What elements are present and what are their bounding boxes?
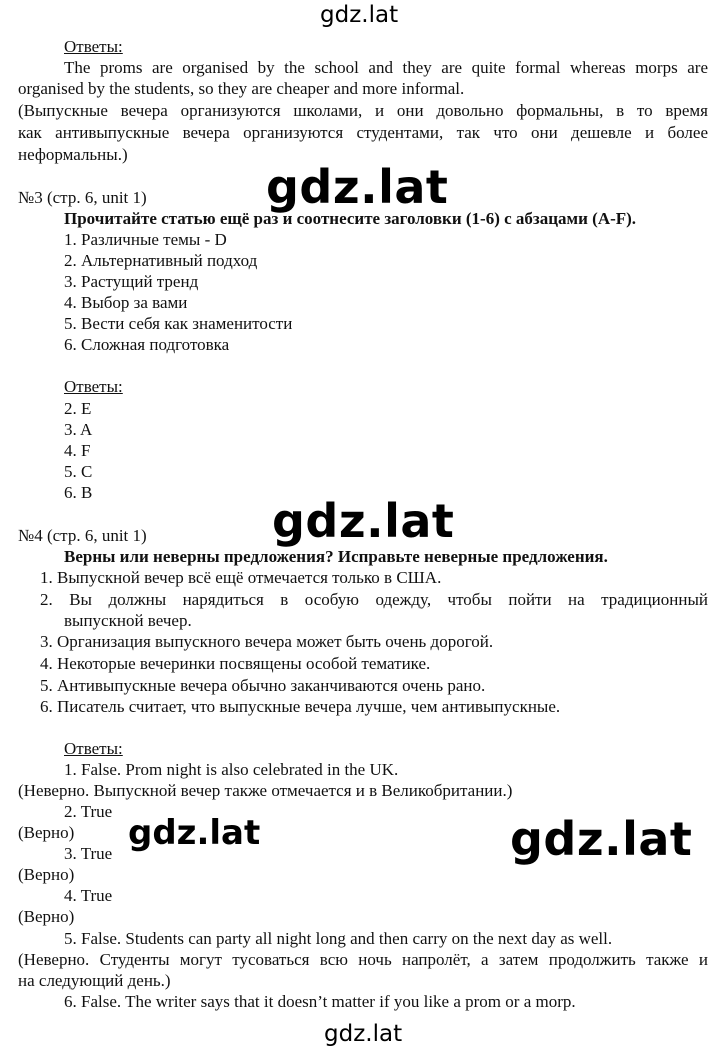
list-item: 3. A	[64, 420, 93, 439]
answer-line: 4. True	[64, 886, 113, 905]
answer-line: 2. True	[64, 802, 113, 821]
ex3-task: Прочитайте статью ещё раз и соотнесите заголовки (1-6) с абзацами (A-F).	[64, 209, 637, 228]
list-item: 2. Альтернативный подход	[64, 251, 258, 270]
list-item: 5. Вести себя как знаменитости	[64, 314, 293, 333]
ex3-answers-label: Ответы:	[64, 377, 123, 396]
list-item: 2. E	[64, 399, 92, 418]
watermark-mid-left: gdz.lat	[128, 813, 264, 853]
ex3-heading: №3 (стр. 6, unit 1)	[18, 188, 147, 207]
intro-ru-line-1: (Выпускные вечера организуются школами, и они довольно формальны, в то время	[18, 101, 708, 120]
list-item-continuation: выпускной вечер.	[64, 611, 192, 630]
list-item: 3. Растущий тренд	[64, 272, 199, 291]
watermark-top: gdz.lat	[320, 2, 399, 28]
watermark-center-2: gdz.lat	[272, 494, 455, 548]
answer-line: (Верно)	[18, 907, 75, 926]
answer-line: (Верно)	[18, 823, 75, 842]
intro-en-line-2: organised by the students, so they are cheaper and more informal.	[18, 79, 465, 98]
answer-line: 5. False. Students can party all night long and then carry on the next day as well.	[64, 929, 613, 948]
answer-line: (Верно)	[18, 865, 75, 884]
ex4-answers-label: Ответы:	[64, 739, 123, 758]
answer-line: на следующий день.)	[18, 971, 171, 990]
list-item: 3. Организация выпускного вечера может быть очень дорогой.	[40, 632, 494, 651]
watermark-center-1: gdz.lat	[266, 160, 449, 214]
answer-line: 1. False. Prom night is also celebrated in the UK.	[64, 760, 399, 779]
list-item: 6. Сложная подготовка	[64, 335, 230, 354]
ex4-task: Верны или неверны предложения? Исправьте неверные предложения.	[64, 547, 608, 566]
answer-line: (Неверно. Выпускной вечер также отмечается и в Великобритании.)	[18, 781, 513, 800]
list-item: 5. C	[64, 462, 93, 481]
list-item: 6. B	[64, 483, 93, 502]
watermark-right: gdz.lat	[510, 812, 693, 866]
intro-ru-line-3: неформальны.)	[18, 145, 128, 164]
list-item: 5. Антивыпускные вечера обычно заканчиваются очень рано.	[40, 676, 486, 695]
list-item: 4. Некоторые вечеринки посвящены особой тематике.	[40, 654, 431, 673]
list-item: 1. Различные темы - D	[64, 230, 227, 249]
ex4-heading: №4 (стр. 6, unit 1)	[18, 526, 147, 545]
watermark-bottom: gdz.lat	[324, 1021, 403, 1047]
answer-line: (Неверно. Студенты могут тусоваться всю ночь напролёт, а затем продолжить также и	[18, 950, 708, 969]
list-item: 1. Выпускной вечер всё ещё отмечается только в США.	[40, 568, 442, 587]
list-item: 2. Вы должны нарядиться в особую одежду, чтобы пойти на традиционный	[40, 590, 708, 609]
intro-ru-line-2: как антивыпускные вечера организуются студентами, так что они дешевле и более	[18, 123, 708, 142]
answer-line: 3. True	[64, 844, 113, 863]
answer-line: 6. False. The writer says that it doesn’t matter if you like a prom or a morp.	[64, 992, 576, 1011]
intro-en-line-1: The proms are organised by the school and they are quite formal whereas morps are	[64, 58, 708, 77]
list-item: 4. F	[64, 441, 91, 460]
list-item: 4. Выбор за вами	[64, 293, 188, 312]
intro-answers-label: Ответы:	[64, 37, 123, 56]
list-item: 6. Писатель считает, что выпускные вечера лучше, чем антивыпускные.	[40, 697, 561, 716]
